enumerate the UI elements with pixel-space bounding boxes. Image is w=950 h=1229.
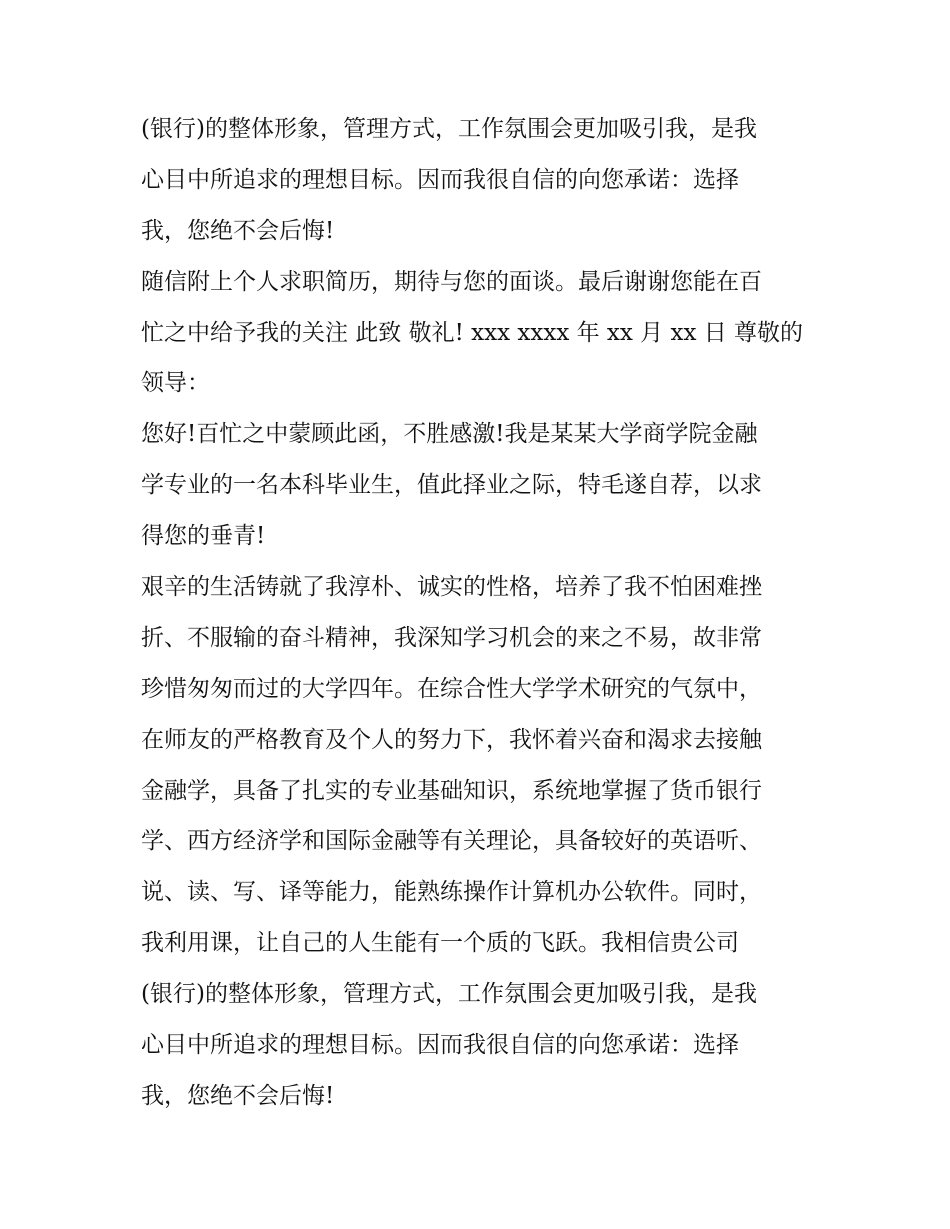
text-line: 折、不服输的奋斗精神，我深知学习机会的来之不易，故非常: [141, 624, 762, 651]
text-line: 说、读、写、译等能力，能熟练操作计算机办公软件。同时，: [141, 879, 762, 906]
text-line: (银行)的整体形象，管理方式，工作氛围会更加吸引我，是我: [141, 116, 757, 142]
text-line: 心目中所追求的理想目标。因而我很自信的向您承诺：选择: [141, 166, 739, 193]
text-line: 得您的垂青!: [141, 523, 266, 550]
text-line: 我，您绝不会后悔!: [141, 1082, 335, 1109]
text-line: 我，您绝不会后悔!: [141, 217, 335, 244]
text-line: 忙之中给予我的关注 此致 敬礼! xxx xxxx 年 xx 月 xx 日 尊敬的: [141, 319, 804, 346]
text-line: 学、西方经济学和国际金融等有关理论，具备较好的英语听、: [141, 828, 762, 855]
text-line: 心目中所追求的理想目标。因而我很自信的向您承诺：选择: [141, 1032, 739, 1059]
text-line: 艰辛的生活铸就了我淳朴、诚实的性格，培养了我不怕困难挫: [141, 574, 762, 601]
text-line: 领导：: [141, 370, 210, 397]
text-line: 您好!百忙之中蒙顾此函，不胜感激!我是某某大学商学院金融: [141, 421, 758, 448]
text-line: 金融学，具备了扎实的专业基础知识，系统地掌握了货币银行: [141, 777, 762, 804]
text-line: 学专业的一名本科毕业生，值此择业之际，特毛遂自荐，以求: [141, 472, 762, 499]
text-line: 珍惜匆匆而过的大学四年。在综合性大学学术研究的气氛中，: [141, 675, 762, 702]
text-line: 随信附上个人求职简历，期待与您的面谈。最后谢谢您能在百: [141, 268, 762, 295]
body-text: [141, 104, 821, 1122]
text-line: 我利用课，让自己的人生能有一个质的飞跃。我相信贵公司: [141, 930, 739, 957]
text-line: (银行)的整体形象，管理方式，工作氛围会更加吸引我，是我: [141, 981, 757, 1008]
text-line: 在师友的严格教育及个人的努力下，我怀着兴奋和渴求去接触: [141, 726, 762, 753]
